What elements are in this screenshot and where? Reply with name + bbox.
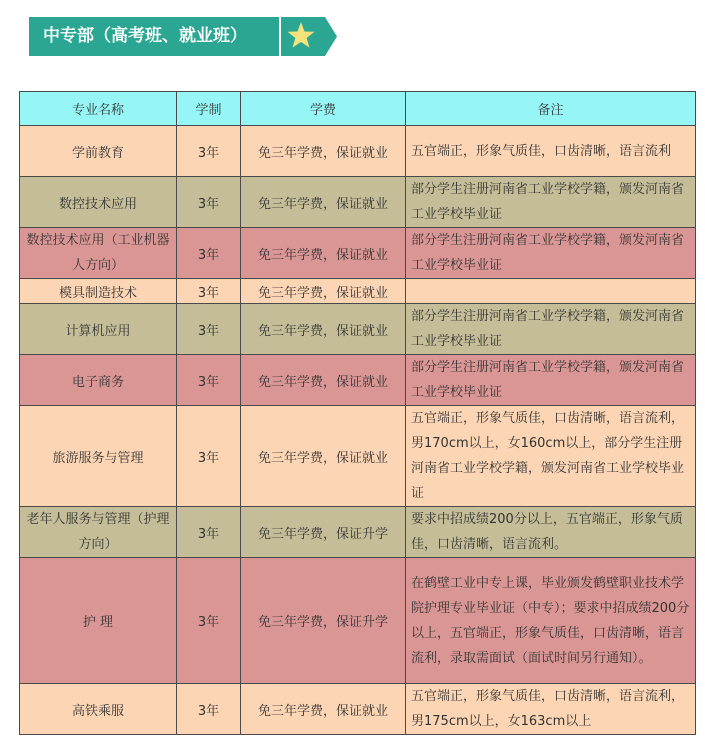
table-row [20, 126, 696, 177]
cell-major-name: 旅游服务与管理 [20, 406, 177, 507]
header-duration: 学制 [177, 92, 241, 126]
table-row [20, 558, 696, 684]
cell-duration: 3年 [177, 126, 241, 177]
cell-tuition: 免三年学费，保证升学 [241, 507, 406, 558]
cell-remarks: 部分学生注册河南省工业学校学籍，颁发河南省工业学校毕业证 [406, 304, 696, 355]
cell-major-name: 电子商务 [20, 355, 177, 406]
table-row [20, 684, 696, 735]
cell-remarks: 五官端正，形象气质佳，口齿清晰，语言流利，男170cm以上，女160cm以上，部分学生注册河南省工业学校学籍，颁发河南省工业学校毕业证 [406, 406, 696, 507]
cell-remarks: 五官端正，形象气质佳，口齿清晰，语言流利 [406, 126, 696, 177]
cell-remarks: 要求中招成绩200分以上，五官端正，形象气质佳，口齿清晰，语言流利。 [406, 507, 696, 558]
cell-duration: 3年 [177, 228, 241, 279]
table-row [20, 228, 696, 279]
cell-duration: 3年 [177, 355, 241, 406]
cell-tuition: 免三年学费，保证就业 [241, 406, 406, 507]
cell-major-name: 护 理 [20, 558, 177, 684]
cell-tuition: 免三年学费，保证就业 [241, 177, 406, 228]
cell-remarks: 部分学生注册河南省工业学校学籍，颁发河南省工业学校毕业证 [406, 228, 696, 279]
table-row [20, 406, 696, 507]
cell-major-name: 高铁乘服 [20, 684, 177, 735]
cell-tuition: 免三年学费，保证就业 [241, 355, 406, 406]
table-row [20, 507, 696, 558]
cell-tuition: 免三年学费，保证就业 [241, 228, 406, 279]
table-row [20, 304, 696, 355]
cell-remarks: 五官端正，形象气质佳，口齿清晰，语言流利，男175cm以上，女163cm以上 [406, 684, 696, 735]
header-remarks: 备注 [406, 92, 696, 126]
section-title: 中专部（高考班、就业班） [29, 17, 279, 56]
cell-remarks: 部分学生注册河南省工业学校学籍，颁发河南省工业学校毕业证 [406, 177, 696, 228]
table-header-row [20, 92, 696, 126]
cell-duration: 3年 [177, 279, 241, 304]
cell-duration: 3年 [177, 684, 241, 735]
table-row [20, 279, 696, 304]
cell-major-name: 数控技术应用（工业机器人方向） [20, 228, 177, 279]
major-table [19, 91, 696, 735]
cell-duration: 3年 [177, 304, 241, 355]
cell-tuition: 免三年学费，保证升学 [241, 558, 406, 684]
header-tuition: 学费 [241, 92, 406, 126]
cell-duration: 3年 [177, 406, 241, 507]
cell-remarks [406, 279, 696, 304]
cell-major-name: 模具制造技术 [20, 279, 177, 304]
cell-major-name: 老年人服务与管理（护理方向） [20, 507, 177, 558]
cell-major-name: 学前教育 [20, 126, 177, 177]
cell-tuition: 免三年学费，保证就业 [241, 279, 406, 304]
cell-duration: 3年 [177, 507, 241, 558]
star-icon [281, 17, 337, 56]
cell-major-name: 计算机应用 [20, 304, 177, 355]
cell-remarks: 部分学生注册河南省工业学校学籍，颁发河南省工业学校毕业证 [406, 355, 696, 406]
header-major-name: 专业名称 [20, 92, 177, 126]
table-row [20, 177, 696, 228]
cell-remarks: 在鹤壁工业中专上课，毕业颁发鹤壁职业技术学院护理专业毕业证（中专）；要求中招成绩200分以上，五官端正，形象气质佳，口齿清晰，语言流利，录取需面试（面试时间另行通知）。 [406, 558, 696, 684]
cell-major-name: 数控技术应用 [20, 177, 177, 228]
cell-tuition: 免三年学费，保证就业 [241, 684, 406, 735]
table-row [20, 355, 696, 406]
cell-tuition: 免三年学费，保证就业 [241, 126, 406, 177]
cell-duration: 3年 [177, 558, 241, 684]
cell-duration: 3年 [177, 177, 241, 228]
cell-tuition: 免三年学费，保证就业 [241, 304, 406, 355]
